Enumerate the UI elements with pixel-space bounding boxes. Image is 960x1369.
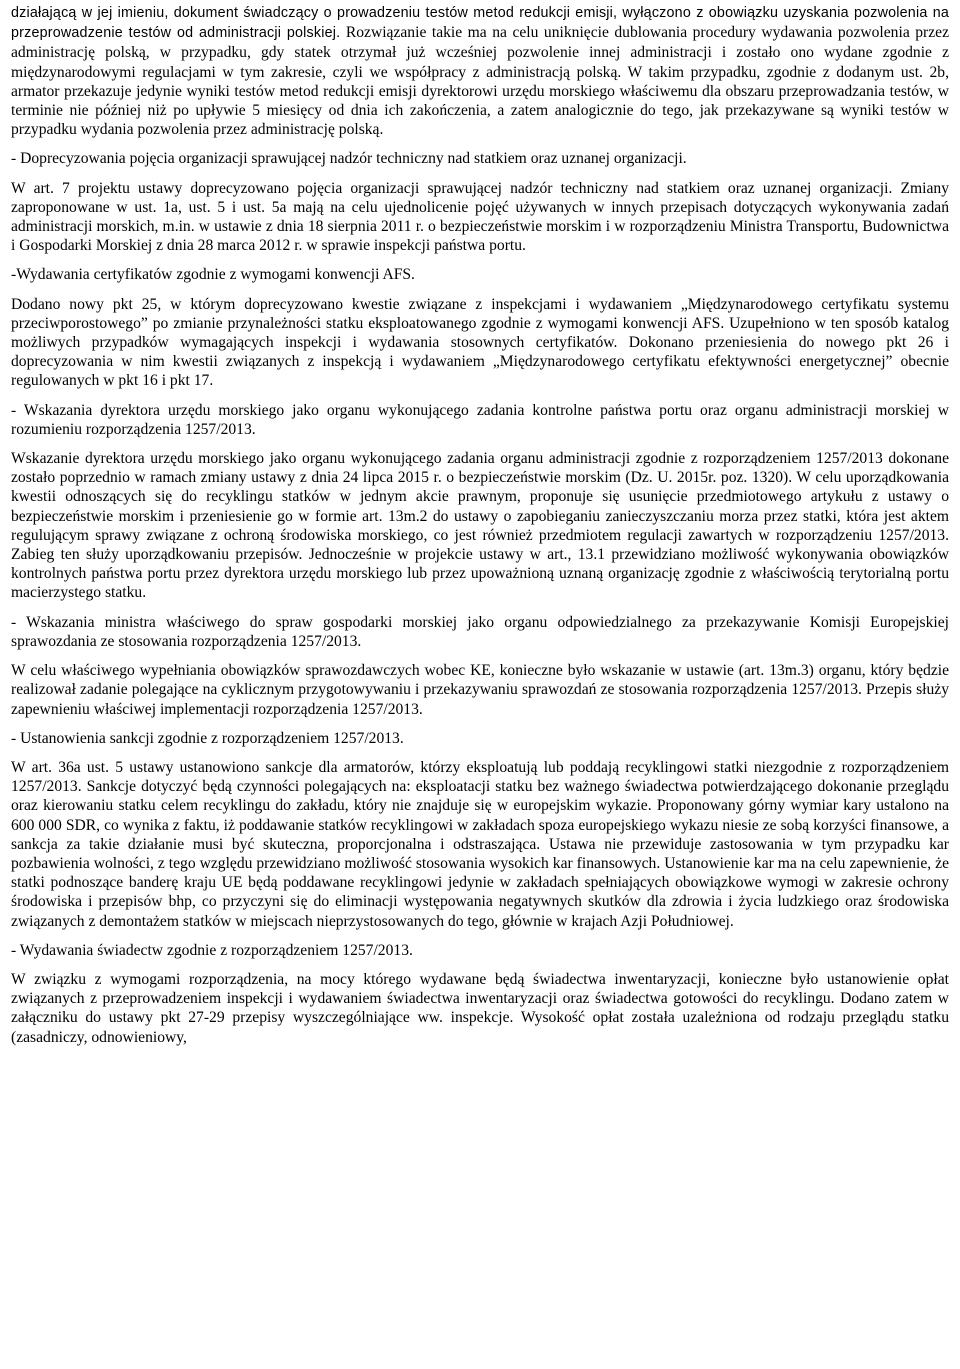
paragraph-art-36a: W art. 36a ust. 5 ustawy ustanowiono sankcje dla armatorów, którzy eksploatują lub poddają recyklingowi statki niezgodnie z rozporządzeniem 1257/2013. Sankcje dotyczyć będą czynności polegających na: eksploatacji statku bez ważnego świadectwa potwierdzającego dokonanie przeglądu oraz kierowaniu statku celem recyklingu do zakładu, który nie znajduje się w europejskim wykazie. Proponowany górny wymiar kary ustalono na 600 000 SDR, co wynika z faktu, iż poddawanie statków recyklingowi w zakładach spoza europejskiego wykazu niesie ze sobą korzyści finansowe, a sankcja za takie działanie musi być skuteczna, proporcjonalna i odstraszająca. Ustawa nie przewiduje zastosowania w tym przypadku kar pozbawienia wolności, z tego względu przewidziano możliwość stosowania wysokich kar finansowych. Ustanowienie kar ma na celu zapewnienie, że statki podnoszące banderę kraju UE będą poddawane recyklingowi jedynie w zakładach spełniających obowiązkowe wymogi w zakresie ochrony środowiska i przepisów bhp, co przyczyni się do eliminacji występowania negatywnych skutków dla zdrowia i życia ludzkiego oraz środowiska związanych z demontażem statków w miejscach nieprzystosowanych do tego, głównie w krajach Azji Południowej.	[11, 758, 949, 930]
intro-paragraph	[11, 3, 949, 139]
section-heading-afs-certificates: -Wydawania certyfikatów zgodnie z wymogami konwencji AFS.	[11, 266, 415, 284]
section-heading-port-state-control: - Wskazania dyrektora urzędu morskiego jako organu wykonującego zadania kontrolne państwa portu oraz organu administracji morskiej w rozumieniu rozporządzenia 1257/2013.	[11, 401, 949, 438]
paragraph-maritime-office-director: Wskazanie dyrektora urzędu morskiego jako organu wykonującego zadania organu administracji zgodnie z rozporządzeniem 1257/2013 dokonane zostało poprzednio w ramach zmiany ustawy z dnia 24 lipca 2015 r. o bezpieczeństwie morskim (Dz. U. 2015r. poz. 1320). W celu uporządkowania kwestii odnoszących się do recyklingu statków w jednym akcie prawnym, proponuje się usunięcie przedmiotowego artykułu z ustawy o bezpieczeństwie morskim i przeniesienie go w formie art. 13m.2 do ustawy o zapobieganiu zanieczyszczaniu morza przez statki, która jest aktem regulującym sprawy związane z ochroną środowiska morskiego, co jest również przedmiotem regulacji zawartych w rozporządzeniu 1257/2013. Zabieg ten służy uporządkowaniu przepisów. Jednocześnie w projekcie ustawy w art., 13.1 przewidziano możliwość wykonywania obowiązków kontrolnych państwa portu przez dyrektora urzędu morskiego lub przez upoważnioną uznaną organizację zgodnie z właściwością terytorialną portu macierzystego statku.	[11, 450, 949, 602]
section-heading-certificates-issuance: - Wydawania świadectw zgodnie z rozporządzeniem 1257/2013.	[11, 941, 413, 959]
paragraph-reporting-obligations: W celu właściwego wypełniania obowiązków sprawozdawczych wobec KE, konieczne było wskazanie w ustawie (art. 13m.3) organu, który będzie realizował zadanie polegające na cyklicznym przygotowywaniu i przekazywaniu sprawozdań ze stosowania rozporządzenia 1257/2013. Przepis służy zapewnieniu właściwej implementacji rozporządzenia 1257/2013.	[11, 662, 949, 718]
intro-sans-text: działającą w jej imieniu, dokument świadczący o prowadzeniu testów metod redukcji emisji, wyłączono z obowiązku uzyskania pozwolenia na przeprowadzenie testów od administracji polskiej.	[11, 5, 949, 42]
intro-serif-text: Rozwiązanie takie ma na celu uniknięcie dublowania procedury wydawania pozwolenia przez administrację polską, w przypadku, gdy statek otrzymał już wcześniej pozwolenie innej administracji i zostało ono wydane zgodnie z międzynarodowymi regulacjami w tym zakresie, czyli we współpracy z administracją polską. W takim przypadku, zgodnie z dodanym ust. 2b, armator przekazuje jedynie wyniki testów metod redukcji emisji dyrektorowi urzędu morskiego właściwemu dla obszaru przeprowadzania testów, w terminie nie później niż po upływie 5 miesięcy od dnia ich zakończenia, a zatem analogicznie do tego, jak przekazywane są wyniki testów w przypadku wydania pozwolenia przez administrację polską.	[11, 24, 949, 139]
paragraph-pkt-25: Dodano nowy pkt 25, w którym doprecyzowano kwestie związane z inspekcjami i wydawaniem „Międzynarodowego certyfikatu systemu przeciwporostowego” po zmianie przynależności statku eksploatowanego zgodnie z wymogami konwencji AFS. Uzupełniono w ten sposób katalog możliwych przypadków wymagających inspekcji i wydawania stosownych certyfikatów. Dokonano przeniesienia do nowego pkt 26 i doprecyzowania w nim kwestii związanych z inspekcją i wydawaniem „Międzynarodowego certyfikatu efektywności energetycznej” obecnie regulowanych w pkt 16 i pkt 17.	[11, 295, 949, 390]
paragraph-inventory-fees: W związku z wymogami rozporządzenia, na mocy którego wydawane będą świadectwa inwentaryzacji, konieczne było ustanowienie opłat związanych z przeprowadzeniem inspekcji i wydawaniem świadectwa inwentaryzacji oraz świadectwa gotowości do recyklingu. Dodano zatem w załączniku do ustawy pkt 27-29 przepisy wyszczególniające ww. inspekcje. Wysokość opłat została uzależniona od rodzaju przeglądu statku (zasadniczy, odnowieniowy,	[11, 970, 949, 1046]
section-heading-minister-reporting: - Wskazania ministra właściwego do spraw gospodarki morskiej jako organu odpowiedzialnego za przekazywanie Komisji Europejskiej sprawozdania ze stosowania rozporządzenia 1257/2013.	[11, 613, 949, 650]
section-heading-technical-supervision: - Doprecyzowania pojęcia organizacji sprawującej nadzór techniczny nad statkiem oraz uznanej organizacji.	[11, 150, 687, 168]
section-heading-sanctions: - Ustanowienia sankcji zgodnie z rozporządzeniem 1257/2013.	[11, 729, 404, 747]
paragraph-art-7: W art. 7 projektu ustawy doprecyzowano pojęcia organizacji sprawującej nadzór techniczny nad statkiem oraz uznanej organizacji. Zmiany zaproponowane w ust. 1a, ust. 5 i ust. 5a mają na celu ujednolicenie pojęć używanych w innych przepisach dotyczących wykonywania zadań administracji morskich, m.in. w ustawie z dnia 18 sierpnia 2011 r. o bezpieczeństwie morskim i w rozporządzeniu Ministra Transportu, Budownictwa i Gospodarki Morskiej z dnia 28 marca 2012 r. w sprawie inspekcji państwa portu.	[11, 179, 949, 255]
